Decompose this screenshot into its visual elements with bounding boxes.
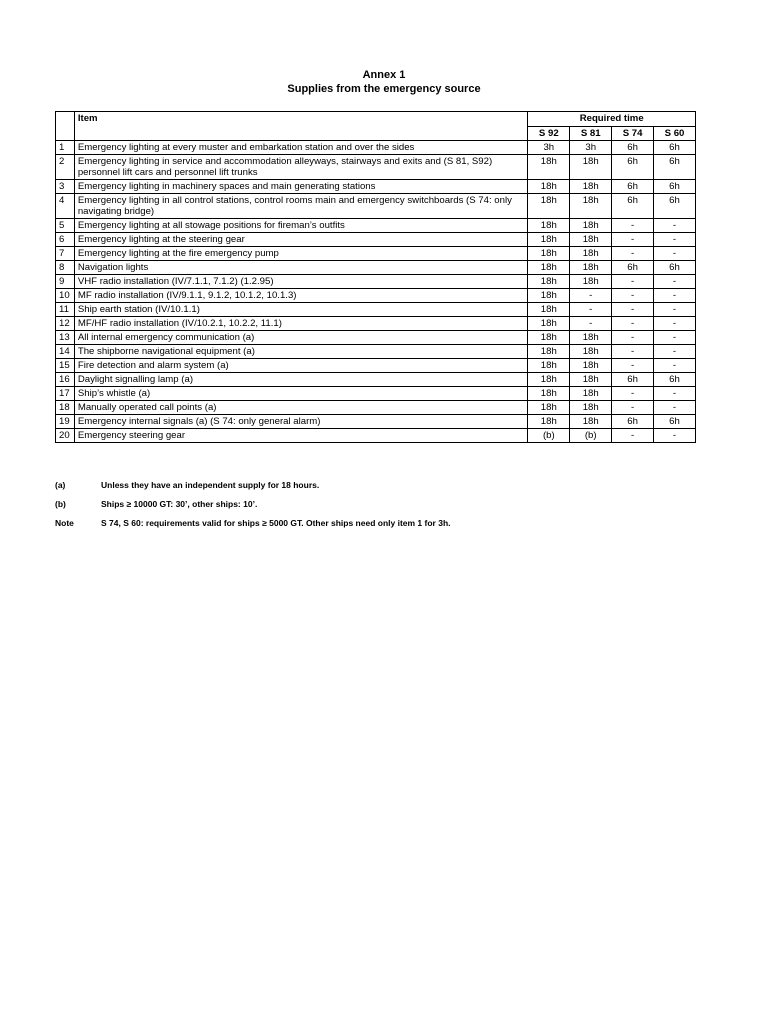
cell-s60: - <box>654 401 696 415</box>
table-row <box>56 141 696 155</box>
cell-s74: - <box>612 429 654 443</box>
row-item: MF/HF radio installation (IV/10.2.1, 10.2.2, 11.1) <box>74 317 528 331</box>
cell-s74: - <box>612 401 654 415</box>
row-number: 1 <box>56 141 75 155</box>
row-item: Emergency steering gear <box>74 429 528 443</box>
cell-s81: - <box>570 289 612 303</box>
cell-s81: 18h <box>570 275 612 289</box>
table-row <box>56 331 696 345</box>
table-row <box>56 261 696 275</box>
row-item: Emergency lighting at the fire emergency pump <box>74 247 528 261</box>
row-item: Ship earth station (IV/10.1.1) <box>74 303 528 317</box>
row-item: All internal emergency communication (a) <box>74 331 528 345</box>
row-number: 14 <box>56 345 75 359</box>
cell-s60: 6h <box>654 373 696 387</box>
cell-s74: - <box>612 289 654 303</box>
row-number: 6 <box>56 233 75 247</box>
cell-s60: 6h <box>654 180 696 194</box>
row-item: Emergency lighting at all stowage positions for fireman’s outfits <box>74 219 528 233</box>
column-header-s81: S 81 <box>570 127 612 141</box>
cell-s74: - <box>612 247 654 261</box>
cell-s74: - <box>612 317 654 331</box>
cell-s81: 18h <box>570 233 612 247</box>
row-number: 12 <box>56 317 75 331</box>
cell-s74: - <box>612 345 654 359</box>
note-text: S 74, S 60: requirements valid for ships ≥ 5000 GT. Other ships need only item 1 for 3h. <box>101 518 451 528</box>
item-header: Item <box>74 112 528 141</box>
cell-s74: - <box>612 303 654 317</box>
page-title: Annex 1 <box>362 69 406 81</box>
table-body <box>56 141 696 443</box>
cell-s74: 6h <box>612 261 654 275</box>
row-number: 7 <box>56 247 75 261</box>
row-number: 17 <box>56 387 75 401</box>
row-item: Ship’s whistle (a) <box>74 387 528 401</box>
row-number: 11 <box>56 303 75 317</box>
cell-s92: 3h <box>528 141 570 155</box>
row-number: 3 <box>56 180 75 194</box>
row-item: VHF radio installation (IV/7.1.1, 7.1.2) (1.2.95) <box>74 275 528 289</box>
row-item: Navigation lights <box>74 261 528 275</box>
cell-s81: 18h <box>570 194 612 219</box>
cell-s92: 18h <box>528 331 570 345</box>
cell-s74: 6h <box>612 415 654 429</box>
cell-s81: - <box>570 317 612 331</box>
cell-s60: - <box>654 429 696 443</box>
cell-s81: 18h <box>570 155 612 180</box>
cell-s92: 18h <box>528 180 570 194</box>
cell-s74: - <box>612 331 654 345</box>
cell-s92: (b) <box>528 429 570 443</box>
cell-s60: 6h <box>654 415 696 429</box>
cell-s92: 18h <box>528 261 570 275</box>
row-number: 16 <box>56 373 75 387</box>
row-number: 2 <box>56 155 75 180</box>
cell-s92: 18h <box>528 289 570 303</box>
cell-s81: 18h <box>570 415 612 429</box>
cell-s81: 18h <box>570 401 612 415</box>
cell-s60: 6h <box>654 194 696 219</box>
cell-s81: 18h <box>570 261 612 275</box>
note-label: (b) <box>55 499 66 509</box>
title-block <box>0 68 768 96</box>
cell-s60: 6h <box>654 261 696 275</box>
row-item: Emergency internal signals (a) (S 74: only general alarm) <box>74 415 528 429</box>
row-item: Emergency lighting in all control stations, control rooms main and emergency switchboards (S 74: only navigating bridge) <box>74 194 528 219</box>
cell-s60: - <box>654 359 696 373</box>
row-item: Daylight signalling lamp (a) <box>74 373 528 387</box>
cell-s60: 6h <box>654 141 696 155</box>
row-item: Emergency lighting in machinery spaces and main generating stations <box>74 180 528 194</box>
cell-s92: 18h <box>528 233 570 247</box>
cell-s74: - <box>612 387 654 401</box>
row-number: 4 <box>56 194 75 219</box>
table-row <box>56 155 696 180</box>
cell-s74: 6h <box>612 155 654 180</box>
note-text: Unless they have an independent supply for 18 hours. <box>101 480 320 490</box>
cell-s74: 6h <box>612 141 654 155</box>
cell-s60: - <box>654 331 696 345</box>
row-number: 20 <box>56 429 75 443</box>
cell-s81: 18h <box>570 180 612 194</box>
row-number: 9 <box>56 275 75 289</box>
cell-s60: - <box>654 219 696 233</box>
row-number: 8 <box>56 261 75 275</box>
cell-s92: 18h <box>528 275 570 289</box>
table-row <box>56 289 696 303</box>
required-time-header: Required time <box>528 112 696 127</box>
row-number: 15 <box>56 359 75 373</box>
number-header <box>56 112 75 141</box>
table-row <box>56 303 696 317</box>
row-number: 13 <box>56 331 75 345</box>
cell-s92: 18h <box>528 345 570 359</box>
cell-s60: - <box>654 289 696 303</box>
table-row <box>56 429 696 443</box>
table-row <box>56 359 696 373</box>
cell-s81: 3h <box>570 141 612 155</box>
cell-s92: 18h <box>528 387 570 401</box>
cell-s81: 18h <box>570 219 612 233</box>
table-row <box>56 401 696 415</box>
table-row <box>56 194 696 219</box>
note-text: Ships ≥ 10000 GT: 30’, other ships: 10’. <box>101 499 258 509</box>
table-row <box>56 219 696 233</box>
column-header-s92: S 92 <box>528 127 570 141</box>
cell-s81: 18h <box>570 345 612 359</box>
table-row <box>56 233 696 247</box>
cell-s92: 18h <box>528 415 570 429</box>
supplies-table <box>55 111 696 443</box>
table-row <box>56 275 696 289</box>
cell-s74: - <box>612 275 654 289</box>
table-row <box>56 180 696 194</box>
cell-s74: 6h <box>612 373 654 387</box>
cell-s92: 18h <box>528 194 570 219</box>
table-row <box>56 345 696 359</box>
cell-s92: 18h <box>528 317 570 331</box>
cell-s81: 18h <box>570 373 612 387</box>
cell-s60: - <box>654 345 696 359</box>
note-label: Note <box>55 518 74 528</box>
row-item: Emergency lighting in service and accommodation alleyways, stairways and exits and (S 81, S92) personnel lift cars and personnel lift trunks <box>74 155 528 180</box>
cell-s92: 18h <box>528 219 570 233</box>
cell-s92: 18h <box>528 247 570 261</box>
table-row <box>56 373 696 387</box>
row-number: 5 <box>56 219 75 233</box>
row-number: 10 <box>56 289 75 303</box>
table-row <box>56 415 696 429</box>
cell-s74: - <box>612 359 654 373</box>
cell-s81: - <box>570 303 612 317</box>
cell-s81: 18h <box>570 359 612 373</box>
row-item: The shipborne navigational equipment (a) <box>74 345 528 359</box>
row-item: Emergency lighting at the steering gear <box>74 233 528 247</box>
column-header-s74: S 74 <box>612 127 654 141</box>
cell-s60: - <box>654 303 696 317</box>
cell-s74: 6h <box>612 194 654 219</box>
row-number: 19 <box>56 415 75 429</box>
table-row <box>56 317 696 331</box>
cell-s92: 18h <box>528 155 570 180</box>
column-header-s60: S 60 <box>654 127 696 141</box>
cell-s92: 18h <box>528 373 570 387</box>
cell-s81: 18h <box>570 331 612 345</box>
row-item: MF radio installation (IV/9.1.1, 9.1.2, 10.1.2, 10.1.3) <box>74 289 528 303</box>
cell-s60: - <box>654 387 696 401</box>
cell-s92: 18h <box>528 359 570 373</box>
cell-s92: 18h <box>528 303 570 317</box>
note-label: (a) <box>55 480 66 490</box>
page-subtitle: Supplies from the emergency source <box>287 83 481 95</box>
row-item: Emergency lighting at every muster and embarkation station and over the sides <box>74 141 528 155</box>
table-row <box>56 247 696 261</box>
cell-s60: - <box>654 317 696 331</box>
cell-s81: 18h <box>570 387 612 401</box>
cell-s92: 18h <box>528 401 570 415</box>
cell-s81: (b) <box>570 429 612 443</box>
table-row <box>56 387 696 401</box>
cell-s60: - <box>654 275 696 289</box>
cell-s74: - <box>612 233 654 247</box>
row-item: Manually operated call points (a) <box>74 401 528 415</box>
cell-s81: 18h <box>570 247 612 261</box>
row-item: Fire detection and alarm system (a) <box>74 359 528 373</box>
row-number: 18 <box>56 401 75 415</box>
cell-s60: - <box>654 233 696 247</box>
cell-s60: - <box>654 247 696 261</box>
cell-s74: - <box>612 219 654 233</box>
cell-s60: 6h <box>654 155 696 180</box>
cell-s74: 6h <box>612 180 654 194</box>
